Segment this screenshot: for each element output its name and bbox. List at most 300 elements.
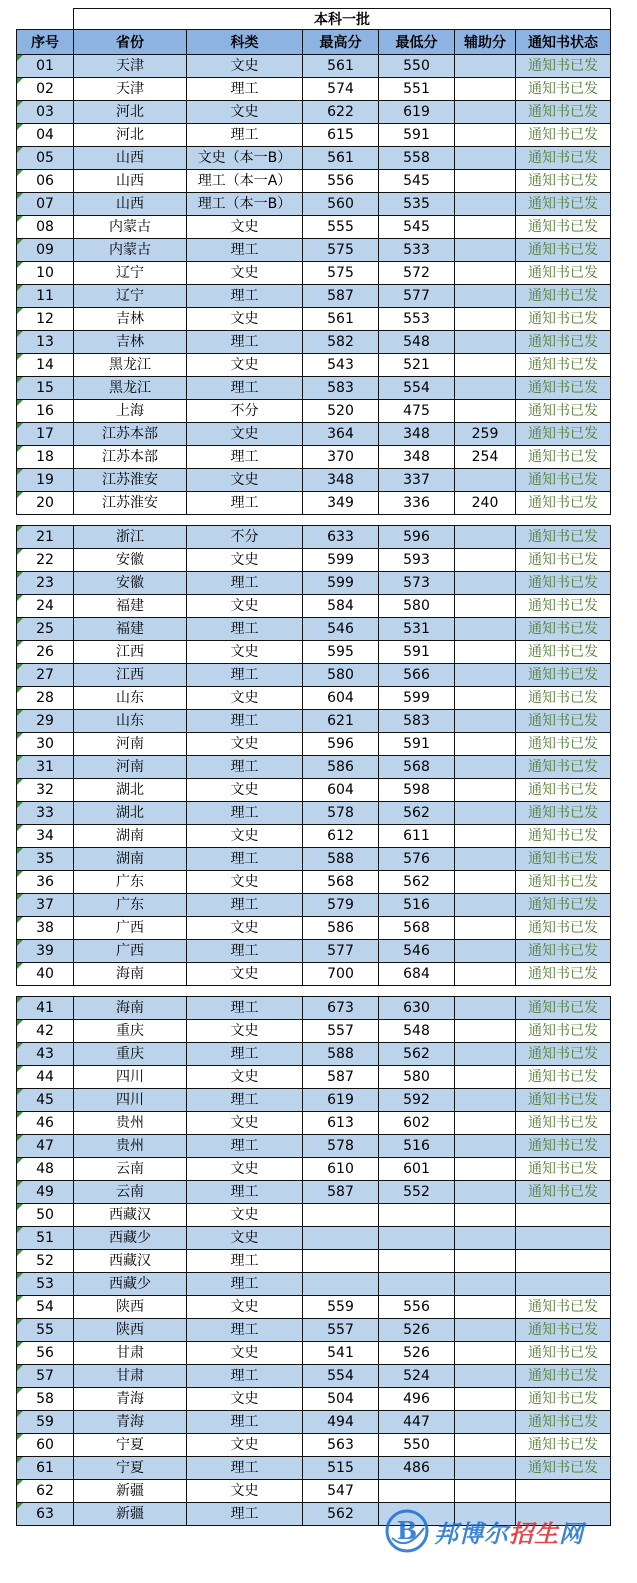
table-row [17, 469, 611, 492]
cell-province: 新疆 [74, 1480, 187, 1503]
table-row [17, 216, 611, 239]
cell-aux-score [455, 894, 516, 917]
cell-province: 陕西 [74, 1296, 187, 1319]
watermark-text [434, 1514, 584, 1549]
cell-notice-status: 通知书已发 [516, 354, 611, 377]
table-row [17, 147, 611, 170]
table-row [17, 756, 611, 779]
cell-category: 理工 [187, 492, 303, 515]
cell-province: 西藏少 [74, 1273, 187, 1296]
cell-notice-status: 通知书已发 [516, 1181, 611, 1204]
cell-max-score: 610 [303, 1158, 379, 1181]
cell-min-score: 583 [379, 710, 455, 733]
cell-category: 理工（本一B） [187, 193, 303, 216]
cell-notice-status: 通知书已发 [516, 641, 611, 664]
cell-max-score [303, 1250, 379, 1273]
cell-max-score: 595 [303, 641, 379, 664]
cell-index: 43 [17, 1043, 74, 1066]
cell-aux-score [455, 687, 516, 710]
cell-max-score: 561 [303, 147, 379, 170]
group-separator [17, 515, 611, 526]
table-row [17, 1043, 611, 1066]
cell-province: 四川 [74, 1066, 187, 1089]
cell-max-score: 555 [303, 216, 379, 239]
cell-province: 福建 [74, 595, 187, 618]
header-province: 省份 [74, 30, 187, 55]
cell-province: 湖北 [74, 779, 187, 802]
cell-category: 理工 [187, 1250, 303, 1273]
cell-index: 39 [17, 940, 74, 963]
cell-category: 文史 [187, 308, 303, 331]
cell-province: 重庆 [74, 1020, 187, 1043]
separator-cell [17, 986, 611, 997]
cell-province: 黑龙江 [74, 354, 187, 377]
cell-index: 25 [17, 618, 74, 641]
cell-category: 理工 [187, 848, 303, 871]
cell-province: 河北 [74, 124, 187, 147]
cell-province: 吉林 [74, 308, 187, 331]
table-row [17, 1089, 611, 1112]
cell-min-score: 554 [379, 377, 455, 400]
cell-min-score: 566 [379, 664, 455, 687]
cell-max-score: 577 [303, 940, 379, 963]
cell-index: 49 [17, 1181, 74, 1204]
cell-min-score: 580 [379, 595, 455, 618]
cell-category: 文史 [187, 262, 303, 285]
cell-index: 16 [17, 400, 74, 423]
cell-aux-score [455, 331, 516, 354]
cell-max-score: 596 [303, 733, 379, 756]
cell-index: 05 [17, 147, 74, 170]
table-row [17, 687, 611, 710]
cell-min-score: 553 [379, 308, 455, 331]
cell-max-score: 561 [303, 308, 379, 331]
cell-min-score: 593 [379, 549, 455, 572]
cell-aux-score [455, 940, 516, 963]
cell-category: 理工 [187, 756, 303, 779]
cell-category: 文史 [187, 423, 303, 446]
cell-aux-score [455, 1089, 516, 1112]
cell-index: 54 [17, 1296, 74, 1319]
cell-notice-status: 通知书已发 [516, 710, 611, 733]
cell-min-score: 545 [379, 216, 455, 239]
corner-cell [17, 9, 74, 30]
cell-index: 20 [17, 492, 74, 515]
cell-index: 15 [17, 377, 74, 400]
cell-index: 18 [17, 446, 74, 469]
cell-notice-status: 通知书已发 [516, 1388, 611, 1411]
cell-index: 19 [17, 469, 74, 492]
cell-index: 42 [17, 1020, 74, 1043]
cell-category: 文史 [187, 1227, 303, 1250]
cell-max-score: 568 [303, 871, 379, 894]
cell-category: 理工 [187, 802, 303, 825]
cell-index: 38 [17, 917, 74, 940]
table-row [17, 618, 611, 641]
cell-notice-status: 通知书已发 [516, 1319, 611, 1342]
cell-min-score: 516 [379, 894, 455, 917]
cell-category: 不分 [187, 526, 303, 549]
cell-max-score: 560 [303, 193, 379, 216]
table-row [17, 492, 611, 515]
cell-notice-status: 通知书已发 [516, 400, 611, 423]
cell-notice-status [516, 1250, 611, 1273]
cell-index: 17 [17, 423, 74, 446]
cell-min-score: 533 [379, 239, 455, 262]
cell-notice-status: 通知书已发 [516, 1066, 611, 1089]
table-title: 本科一批 [74, 9, 611, 30]
table-row [17, 802, 611, 825]
cell-min-score: 552 [379, 1181, 455, 1204]
cell-notice-status: 通知书已发 [516, 572, 611, 595]
cell-province: 宁夏 [74, 1457, 187, 1480]
cell-province: 内蒙古 [74, 216, 187, 239]
header-index: 序号 [17, 30, 74, 55]
cell-notice-status: 通知书已发 [516, 423, 611, 446]
group-separator [17, 986, 611, 997]
table-row [17, 1457, 611, 1480]
cell-notice-status: 通知书已发 [516, 779, 611, 802]
cell-min-score: 596 [379, 526, 455, 549]
cell-province: 山东 [74, 710, 187, 733]
table-row [17, 894, 611, 917]
cell-max-score: 575 [303, 239, 379, 262]
cell-province: 山西 [74, 147, 187, 170]
table-row [17, 1480, 611, 1503]
cell-index: 61 [17, 1457, 74, 1480]
cell-max-score: 633 [303, 526, 379, 549]
cell-min-score: 551 [379, 78, 455, 101]
table-row [17, 1411, 611, 1434]
cell-category: 文史 [187, 779, 303, 802]
cell-category: 理工 [187, 1365, 303, 1388]
cell-category: 文史 [187, 595, 303, 618]
cell-province: 辽宁 [74, 285, 187, 308]
cell-index: 55 [17, 1319, 74, 1342]
table-row [17, 55, 611, 78]
cell-category: 文史 [187, 687, 303, 710]
cell-province: 甘肃 [74, 1342, 187, 1365]
cell-aux-score: 240 [455, 492, 516, 515]
cell-min-score: 601 [379, 1158, 455, 1181]
cell-province: 重庆 [74, 1043, 187, 1066]
cell-min-score: 475 [379, 400, 455, 423]
cell-notice-status: 通知书已发 [516, 848, 611, 871]
cell-notice-status: 通知书已发 [516, 917, 611, 940]
cell-notice-status: 通知书已发 [516, 733, 611, 756]
cell-max-score: 348 [303, 469, 379, 492]
cell-index: 48 [17, 1158, 74, 1181]
table-row [17, 572, 611, 595]
cell-min-score: 337 [379, 469, 455, 492]
cell-aux-score [455, 1273, 516, 1296]
cell-category: 文史 [187, 469, 303, 492]
cell-notice-status: 通知书已发 [516, 1043, 611, 1066]
cell-province: 新疆 [74, 1503, 187, 1526]
cell-province: 西藏汉 [74, 1250, 187, 1273]
cell-category: 理工（本一A） [187, 170, 303, 193]
table-row [17, 354, 611, 377]
table-row [17, 170, 611, 193]
cell-province: 云南 [74, 1158, 187, 1181]
cell-category: 文史 [187, 1480, 303, 1503]
cell-min-score: 599 [379, 687, 455, 710]
table-row [17, 1066, 611, 1089]
cell-index: 10 [17, 262, 74, 285]
cell-index: 36 [17, 871, 74, 894]
cell-index: 53 [17, 1273, 74, 1296]
header-min-score: 最低分 [379, 30, 455, 55]
table-row [17, 1365, 611, 1388]
cell-category: 文史 [187, 871, 303, 894]
cell-category: 理工 [187, 1089, 303, 1112]
cell-max-score: 546 [303, 618, 379, 641]
cell-province: 湖南 [74, 848, 187, 871]
cell-max-score: 574 [303, 78, 379, 101]
cell-province: 天津 [74, 55, 187, 78]
table-row [17, 331, 611, 354]
cell-category: 文史 [187, 549, 303, 572]
cell-max-score: 604 [303, 779, 379, 802]
cell-index: 60 [17, 1434, 74, 1457]
cell-province: 山西 [74, 193, 187, 216]
cell-max-score: 587 [303, 285, 379, 308]
cell-aux-score [455, 1434, 516, 1457]
cell-notice-status: 通知书已发 [516, 1112, 611, 1135]
table-row [17, 1434, 611, 1457]
cell-notice-status: 通知书已发 [516, 101, 611, 124]
cell-category: 文史 [187, 354, 303, 377]
cell-aux-score [455, 1043, 516, 1066]
cell-province: 安徽 [74, 572, 187, 595]
cell-notice-status: 通知书已发 [516, 664, 611, 687]
cell-notice-status: 通知书已发 [516, 894, 611, 917]
cell-province: 湖南 [74, 825, 187, 848]
cell-province: 海南 [74, 997, 187, 1020]
cell-province: 青海 [74, 1388, 187, 1411]
cell-province: 浙江 [74, 526, 187, 549]
cell-min-score: 568 [379, 917, 455, 940]
cell-aux-score [455, 262, 516, 285]
cell-notice-status: 通知书已发 [516, 687, 611, 710]
cell-province: 上海 [74, 400, 187, 423]
table-row [17, 1319, 611, 1342]
cell-province: 辽宁 [74, 262, 187, 285]
cell-min-score: 548 [379, 331, 455, 354]
table-row [17, 1227, 611, 1250]
cell-min-score: 611 [379, 825, 455, 848]
cell-index: 46 [17, 1112, 74, 1135]
cell-aux-score [455, 1227, 516, 1250]
cell-aux-score [455, 526, 516, 549]
cell-aux-score [455, 802, 516, 825]
cell-min-score: 550 [379, 1434, 455, 1457]
cell-category: 文史（本一B） [187, 147, 303, 170]
cell-aux-score [455, 1181, 516, 1204]
cell-province: 河南 [74, 756, 187, 779]
cell-index: 22 [17, 549, 74, 572]
cell-max-score: 559 [303, 1296, 379, 1319]
cell-province: 四川 [74, 1089, 187, 1112]
cell-max-score: 504 [303, 1388, 379, 1411]
cell-category: 理工 [187, 1273, 303, 1296]
cell-notice-status: 通知书已发 [516, 825, 611, 848]
table-row [17, 193, 611, 216]
cell-province: 西藏少 [74, 1227, 187, 1250]
cell-notice-status: 通知书已发 [516, 147, 611, 170]
table-row [17, 308, 611, 331]
cell-min-score: 572 [379, 262, 455, 285]
cell-notice-status: 通知书已发 [516, 170, 611, 193]
cell-index: 14 [17, 354, 74, 377]
cell-min-score: 548 [379, 1020, 455, 1043]
watermark-logo-icon [384, 1508, 430, 1554]
cell-province: 江苏淮安 [74, 492, 187, 515]
cell-category: 理工 [187, 1181, 303, 1204]
cell-province: 江苏本部 [74, 423, 187, 446]
cell-min-score: 531 [379, 618, 455, 641]
cell-min-score: 684 [379, 963, 455, 986]
cell-province: 广东 [74, 894, 187, 917]
cell-category: 文史 [187, 1296, 303, 1319]
cell-notice-status [516, 1480, 611, 1503]
cell-index: 30 [17, 733, 74, 756]
cell-aux-score [455, 756, 516, 779]
cell-aux-score [455, 1480, 516, 1503]
cell-min-score: 591 [379, 733, 455, 756]
cell-aux-score [455, 400, 516, 423]
cell-aux-score [455, 1296, 516, 1319]
cell-max-score: 364 [303, 423, 379, 446]
cell-index: 50 [17, 1204, 74, 1227]
cell-category: 文史 [187, 1158, 303, 1181]
cell-category: 理工 [187, 446, 303, 469]
watermark-suffix: 网 [559, 1519, 584, 1548]
cell-min-score: 573 [379, 572, 455, 595]
cell-aux-score [455, 664, 516, 687]
table-row [17, 1020, 611, 1043]
cell-notice-status: 通知书已发 [516, 963, 611, 986]
cell-max-score: 556 [303, 170, 379, 193]
cell-min-score [379, 1204, 455, 1227]
cell-province: 广东 [74, 871, 187, 894]
cell-notice-status: 通知书已发 [516, 618, 611, 641]
cell-aux-score [455, 1365, 516, 1388]
admission-score-sheet [16, 8, 610, 1526]
cell-province: 广西 [74, 940, 187, 963]
cell-province: 宁夏 [74, 1434, 187, 1457]
cell-category: 理工 [187, 664, 303, 687]
cell-aux-score [455, 963, 516, 986]
cell-min-score: 558 [379, 147, 455, 170]
cell-notice-status: 通知书已发 [516, 1434, 611, 1457]
cell-notice-status: 通知书已发 [516, 78, 611, 101]
cell-max-score: 557 [303, 1319, 379, 1342]
table-row [17, 285, 611, 308]
cell-category: 文史 [187, 1434, 303, 1457]
cell-index: 57 [17, 1365, 74, 1388]
header-row [17, 30, 611, 55]
table-row [17, 377, 611, 400]
cell-category: 理工 [187, 710, 303, 733]
table-row [17, 1250, 611, 1273]
table-row [17, 917, 611, 940]
cell-max-score: 621 [303, 710, 379, 733]
cell-min-score: 577 [379, 285, 455, 308]
cell-aux-score [455, 1020, 516, 1043]
header-notice-status: 通知书状态 [516, 30, 611, 55]
cell-max-score: 494 [303, 1411, 379, 1434]
cell-category: 理工 [187, 331, 303, 354]
table-row [17, 1296, 611, 1319]
cell-province: 江西 [74, 664, 187, 687]
cell-category: 理工 [187, 894, 303, 917]
cell-max-score: 619 [303, 1089, 379, 1112]
cell-max-score: 586 [303, 917, 379, 940]
cell-notice-status: 通知书已发 [516, 1020, 611, 1043]
cell-category: 理工 [187, 1411, 303, 1434]
cell-min-score: 447 [379, 1411, 455, 1434]
cell-index: 45 [17, 1089, 74, 1112]
cell-aux-score [455, 1250, 516, 1273]
cell-max-score: 547 [303, 1480, 379, 1503]
table-row [17, 871, 611, 894]
cell-province: 甘肃 [74, 1365, 187, 1388]
cell-aux-score [455, 825, 516, 848]
cell-aux-score [455, 1204, 516, 1227]
table-row [17, 848, 611, 871]
cell-aux-score [455, 733, 516, 756]
cell-aux-score [455, 572, 516, 595]
cell-max-score: 578 [303, 1135, 379, 1158]
cell-aux-score [455, 595, 516, 618]
cell-notice-status: 通知书已发 [516, 308, 611, 331]
cell-province: 河南 [74, 733, 187, 756]
cell-index: 02 [17, 78, 74, 101]
cell-notice-status: 通知书已发 [516, 1296, 611, 1319]
cell-notice-status: 通知书已发 [516, 940, 611, 963]
cell-category: 理工 [187, 78, 303, 101]
cell-min-score: 630 [379, 997, 455, 1020]
cell-category: 文史 [187, 55, 303, 78]
cell-index: 26 [17, 641, 74, 664]
cell-province: 天津 [74, 78, 187, 101]
table-row [17, 423, 611, 446]
cell-aux-score: 254 [455, 446, 516, 469]
cell-notice-status [516, 1227, 611, 1250]
cell-max-score: 582 [303, 331, 379, 354]
cell-index: 13 [17, 331, 74, 354]
cell-max-score: 561 [303, 55, 379, 78]
cell-max-score: 673 [303, 997, 379, 1020]
cell-min-score: 580 [379, 1066, 455, 1089]
cell-max-score: 583 [303, 377, 379, 400]
cell-aux-score [455, 1457, 516, 1480]
table-row [17, 446, 611, 469]
cell-aux-score [455, 1388, 516, 1411]
cell-min-score: 336 [379, 492, 455, 515]
cell-max-score: 587 [303, 1181, 379, 1204]
table-row [17, 963, 611, 986]
cell-min-score: 598 [379, 779, 455, 802]
cell-aux-score [455, 1158, 516, 1181]
cell-index: 21 [17, 526, 74, 549]
cell-category: 文史 [187, 1112, 303, 1135]
cell-notice-status: 通知书已发 [516, 124, 611, 147]
cell-province: 云南 [74, 1181, 187, 1204]
cell-category: 文史 [187, 216, 303, 239]
cell-province: 海南 [74, 963, 187, 986]
